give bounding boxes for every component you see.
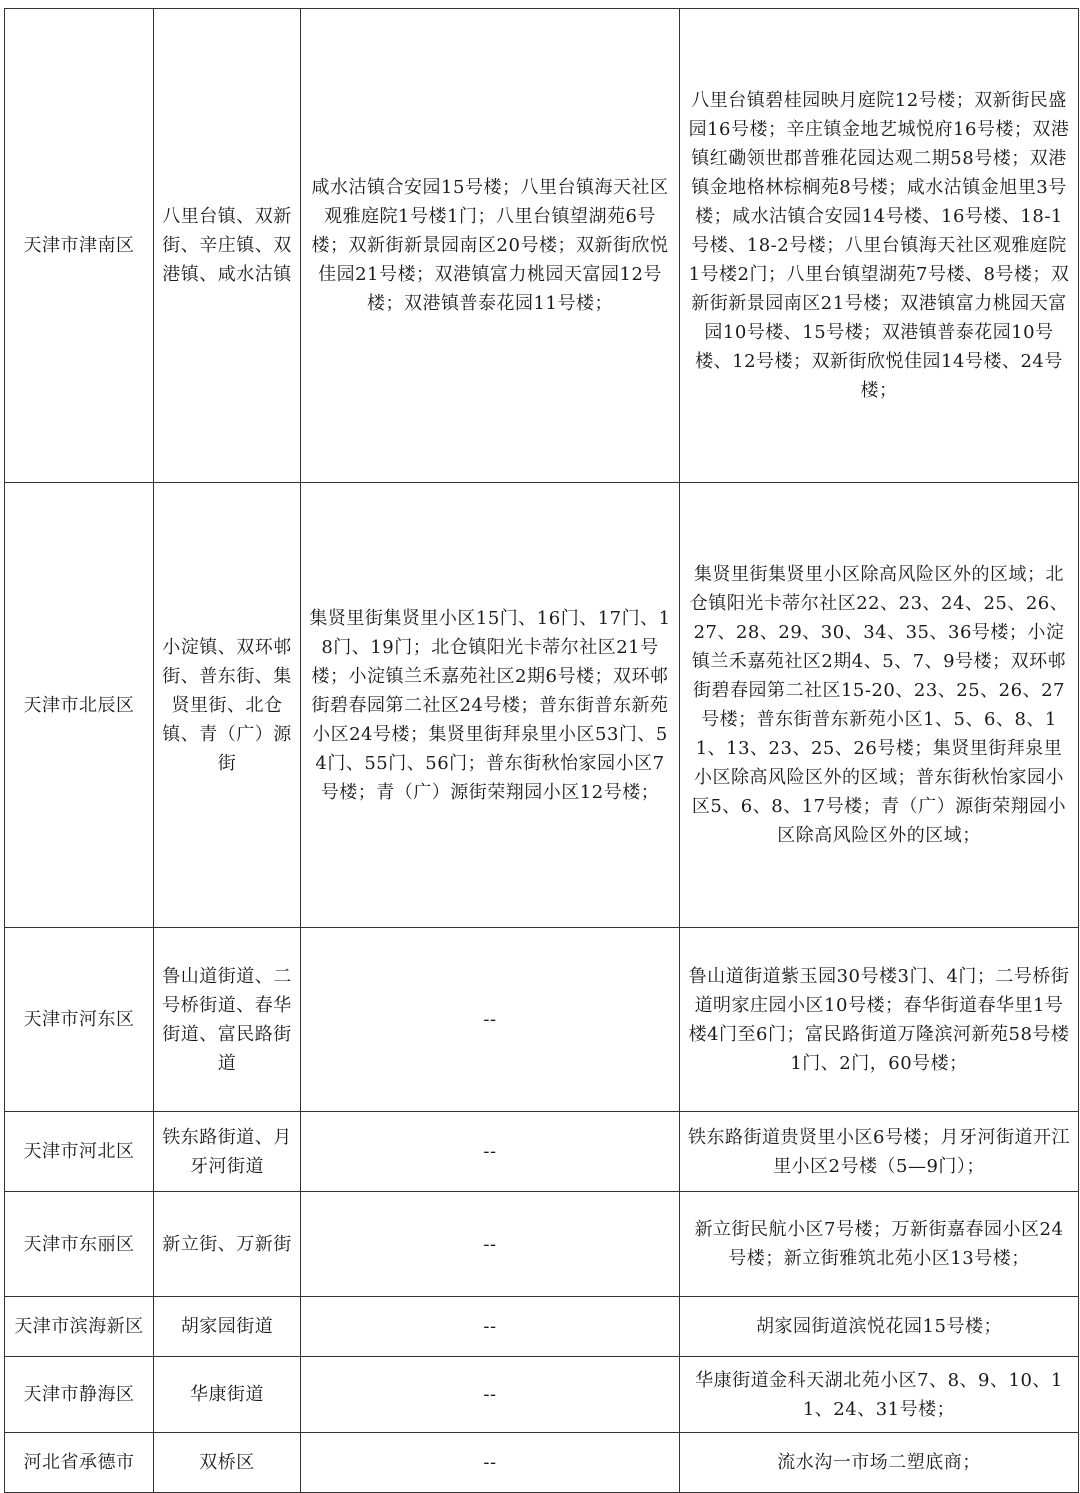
town-cell: 双桥区 bbox=[154, 1433, 301, 1493]
region-cell: 天津市东丽区 bbox=[5, 1192, 154, 1297]
table-row bbox=[5, 1357, 1079, 1433]
mid-risk-cell: 胡家园街道滨悦花园15号楼； bbox=[680, 1297, 1079, 1357]
table-row bbox=[5, 1297, 1079, 1357]
high-risk-cell: -- bbox=[301, 1357, 680, 1433]
region-cell: 天津市北辰区 bbox=[5, 483, 154, 928]
mid-risk-cell: 鲁山道街道紫玉园30号楼3门、4门；二号桥街道明家庄园小区10号楼；春华街道春华里1号楼4门至6门；富民路街道万隆滨河新苑58号楼1门、2门，60号楼； bbox=[680, 928, 1079, 1112]
table-row bbox=[5, 483, 1079, 928]
high-risk-cell: -- bbox=[301, 1433, 680, 1493]
high-risk-cell: -- bbox=[301, 928, 680, 1112]
table-row bbox=[5, 1112, 1079, 1192]
region-cell: 天津市河北区 bbox=[5, 1112, 154, 1192]
town-cell: 八里台镇、双新街、辛庄镇、双港镇、咸水沽镇 bbox=[154, 9, 301, 483]
town-cell: 小淀镇、双环邨街、普东街、集贤里街、北仓镇、青（广）源街 bbox=[154, 483, 301, 928]
town-cell: 华康街道 bbox=[154, 1357, 301, 1433]
mid-risk-cell: 集贤里街集贤里小区除高风险区外的区域；北仓镇阳光卡蒂尔社区22、23、24、25、26、27、28、29、30、34、35、36号楼；小淀镇兰禾嘉苑社区2期4、5、7、9号楼；双环邨街碧春园第二社区15-20、23、25、26、27号楼；普东街普东新苑小区1、5、6、8、11、13、23、25、26号楼；集贤里街拜泉里小区除高风险区外的区域；普东街秋怡家园小区5、6、8、17号楼；青（广）源街荣翔园小区除高风险区外的区域； bbox=[680, 483, 1079, 928]
region-cell: 天津市滨海新区 bbox=[5, 1297, 154, 1357]
high-risk-cell: 咸水沽镇合安园15号楼；八里台镇海天社区观雅庭院1号楼1门；八里台镇望湖苑6号楼；双新街新景园南区20号楼；双新街欣悦佳园21号楼；双港镇富力桃园天富园12号楼；双港镇普泰花园11号楼； bbox=[301, 9, 680, 483]
table-row bbox=[5, 1433, 1079, 1493]
region-cell: 天津市静海区 bbox=[5, 1357, 154, 1433]
table-row bbox=[5, 9, 1079, 483]
mid-risk-cell: 铁东路街道贵贤里小区6号楼；月牙河街道开江里小区2号楼（5—9门）； bbox=[680, 1112, 1079, 1192]
table-row bbox=[5, 928, 1079, 1112]
table-row bbox=[5, 1192, 1079, 1297]
mid-risk-cell: 流水沟一市场二塑底商； bbox=[680, 1433, 1079, 1493]
mid-risk-cell: 新立街民航小区7号楼；万新街嘉春园小区24号楼；新立街雅筑北苑小区13号楼； bbox=[680, 1192, 1079, 1297]
town-cell: 新立街、万新街 bbox=[154, 1192, 301, 1297]
mid-risk-cell: 八里台镇碧桂园映月庭院12号楼；双新街民盛园16号楼；辛庄镇金地艺城悦府16号楼；双港镇红磡领世郡普雅花园达观二期58号楼；双港镇金地格林棕榈苑8号楼；咸水沽镇金旭里3号楼；咸水沽镇合安园14号楼、16号楼、18-1号楼、18-2号楼；八里台镇海天社区观雅庭院1号楼2门；八里台镇望湖苑7号楼、8号楼；双新街新景园南区21号楼；双港镇富力桃园天富园10号楼、15号楼；双港镇普泰花园10号楼、12号楼；双新街欣悦佳园14号楼、24号楼； bbox=[680, 9, 1079, 483]
high-risk-cell: 集贤里街集贤里小区15门、16门、17门、18门、19门；北仓镇阳光卡蒂尔社区21号楼；小淀镇兰禾嘉苑社区2期6号楼；双环邨街碧春园第二社区24号楼；普东街普东新苑小区24号楼；集贤里街拜泉里小区53门、54门、55门、56门；普东街秋怡家园小区7号楼；青（广）源街荣翔园小区12号楼； bbox=[301, 483, 680, 928]
region-cell: 天津市河东区 bbox=[5, 928, 154, 1112]
region-cell: 天津市津南区 bbox=[5, 9, 154, 483]
region-cell: 河北省承德市 bbox=[5, 1433, 154, 1493]
town-cell: 胡家园街道 bbox=[154, 1297, 301, 1357]
risk-area-table bbox=[4, 8, 1079, 1493]
high-risk-cell: -- bbox=[301, 1112, 680, 1192]
mid-risk-cell: 华康街道金科天湖北苑小区7、8、9、10、11、24、31号楼； bbox=[680, 1357, 1079, 1433]
town-cell: 铁东路街道、月牙河街道 bbox=[154, 1112, 301, 1192]
high-risk-cell: -- bbox=[301, 1192, 680, 1297]
town-cell: 鲁山道街道、二号桥街道、春华街道、富民路街道 bbox=[154, 928, 301, 1112]
high-risk-cell: -- bbox=[301, 1297, 680, 1357]
